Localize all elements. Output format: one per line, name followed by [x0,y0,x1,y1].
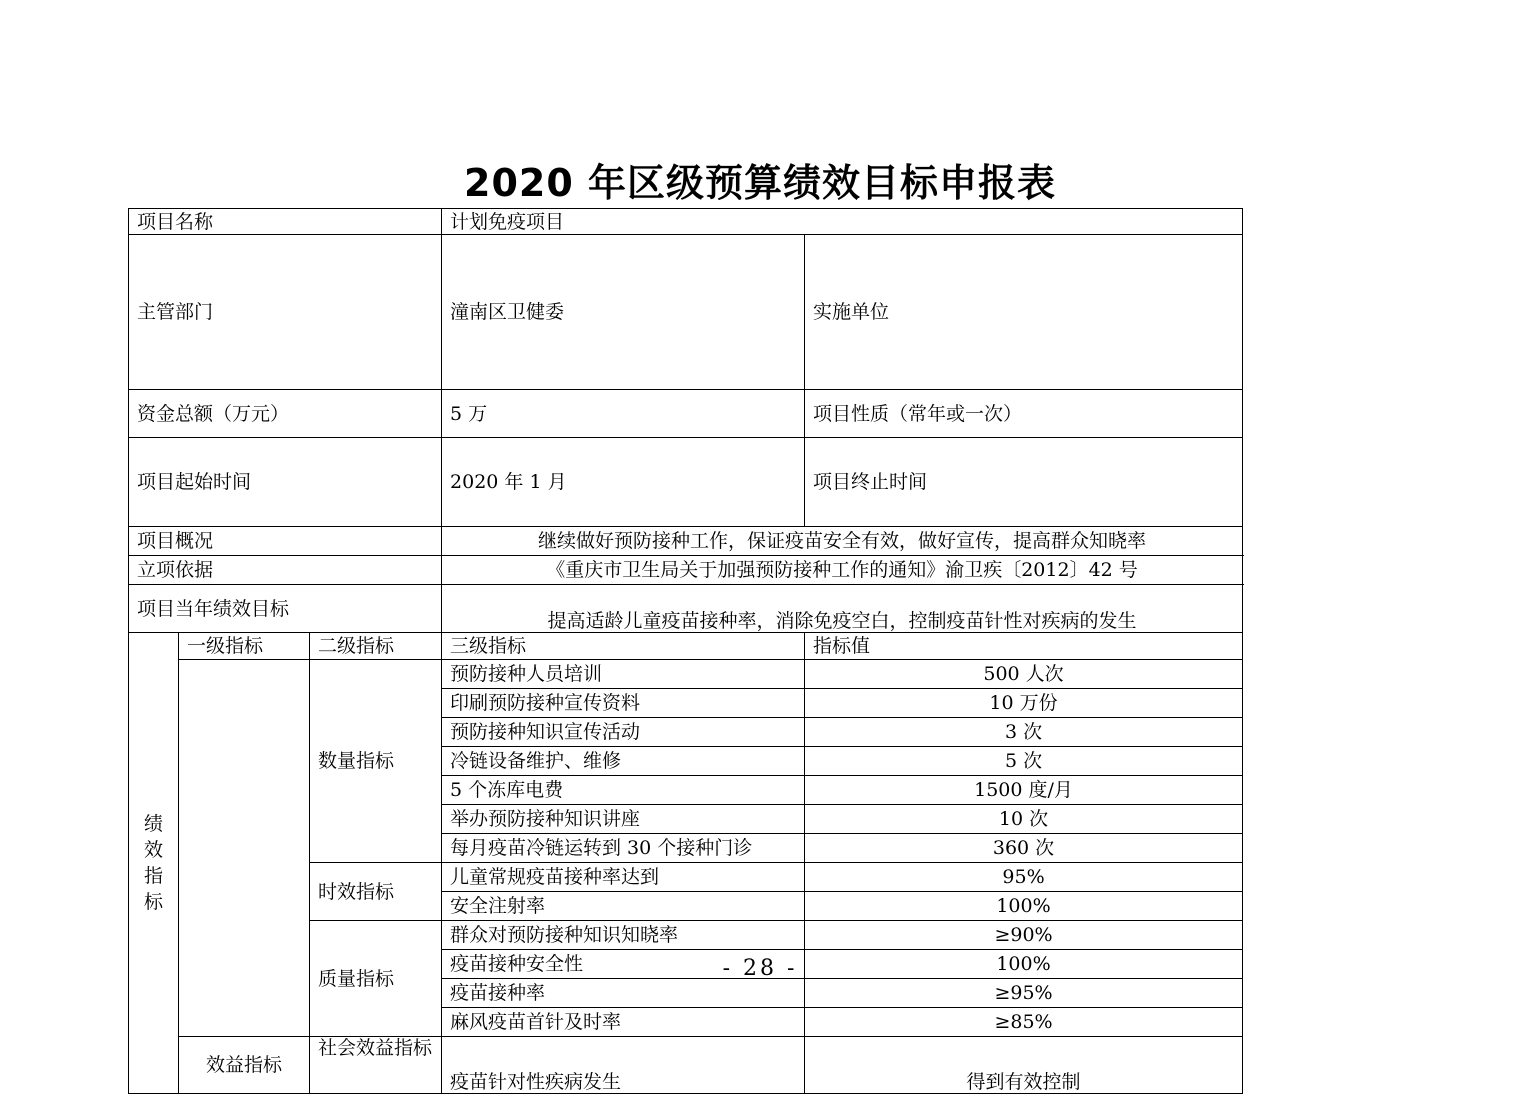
indicator-value: 95% [805,863,1243,892]
indicator-name: 冷链设备维护、维修 [442,747,805,776]
indicator-name: 每月疫苗冷链运转到 30 个接种门诊 [442,834,805,863]
end-label: 项目终止时间 [805,438,1243,527]
social-benefit-label: 社会效益指标 [310,1037,442,1094]
indicator-name: 印刷预防接种宣传资料 [442,689,805,718]
goal-value: 提高适龄儿童疫苗接种率，消除免疫空白，控制疫苗针性对疾病的发生 [442,585,1243,633]
indicator-value: 360 次 [805,834,1243,863]
overview-label: 项目概况 [129,527,442,556]
indicator-name: 5 个冻库电费 [442,776,805,805]
indicator-name: 预防接种人员培训 [442,660,805,689]
dept-value: 潼南区卫健委 [442,235,805,390]
indicator-value: 得到有效控制 [805,1037,1243,1094]
indicator-value: ≥85% [805,1008,1243,1037]
header-level3: 三级指标 [442,633,805,660]
timeliness-indicator-label: 时效指标 [310,863,442,921]
indicator-value: 3 次 [805,718,1243,747]
indicator-name: 预防接种知识宣传活动 [442,718,805,747]
project-name-label: 项目名称 [129,209,442,235]
project-name-value: 计划免疫项目 [442,209,1243,235]
indicator-value: 1500 度/月 [805,776,1243,805]
indicator-value: ≥95% [805,979,1243,1008]
start-value: 2020 年 1 月 [442,438,805,527]
indicator-name: 麻风疫苗首针及时率 [442,1008,805,1037]
start-label: 项目起始时间 [129,438,442,527]
benefit-indicator-label: 效益指标 [179,1037,310,1094]
indicator-name: 安全注射率 [442,892,805,921]
indicator-name: 儿童常规疫苗接种率达到 [442,863,805,892]
impl-label: 实施单位 [805,235,1243,390]
indicator-value: ≥90% [805,921,1243,950]
basis-value: 《重庆市卫生局关于加强预防接种工作的通知》渝卫疾〔2012〕42 号 [442,556,1243,585]
indicator-value: 10 次 [805,805,1243,834]
dept-label: 主管部门 [129,235,442,390]
header-level2: 二级指标 [310,633,442,660]
page-number: - 28 - [722,956,798,981]
performance-indicators-label [129,633,179,1094]
indicator-value: 100% [805,950,1243,979]
header-value: 指标值 [805,633,1243,660]
indicator-value: 100% [805,892,1243,921]
performance-indicators-text: 绩效指标 [143,813,163,913]
header-level1: 一级指标 [179,633,310,660]
funds-label: 资金总额（万元） [129,390,442,438]
quality-indicator-label: 质量指标 [310,921,442,1037]
page-title: 2020 年区级预算绩效目标申报表 [464,161,1056,205]
basis-label: 立项依据 [129,556,442,585]
indicator-name: 疫苗针对性疾病发生 [442,1037,805,1094]
quantity-indicator-label: 数量指标 [310,660,442,863]
overview-value: 继续做好预防接种工作，保证疫苗安全有效，做好宣传，提高群众知晓率 [442,527,1243,556]
indicator-name: 群众对预防接种知识知晓率 [442,921,805,950]
goal-label: 项目当年绩效目标 [129,585,442,633]
funds-value: 5 万 [442,390,805,438]
indicator-name: 疫苗接种率 [442,979,805,1008]
indicator-name: 疫苗接种安全性 [442,950,805,979]
indicator-value: 5 次 [805,747,1243,776]
nature-label: 项目性质（常年或一次） [805,390,1243,438]
indicator-value: 10 万份 [805,689,1243,718]
indicator-name: 举办预防接种知识讲座 [442,805,805,834]
indicator-value: 500 人次 [805,660,1243,689]
